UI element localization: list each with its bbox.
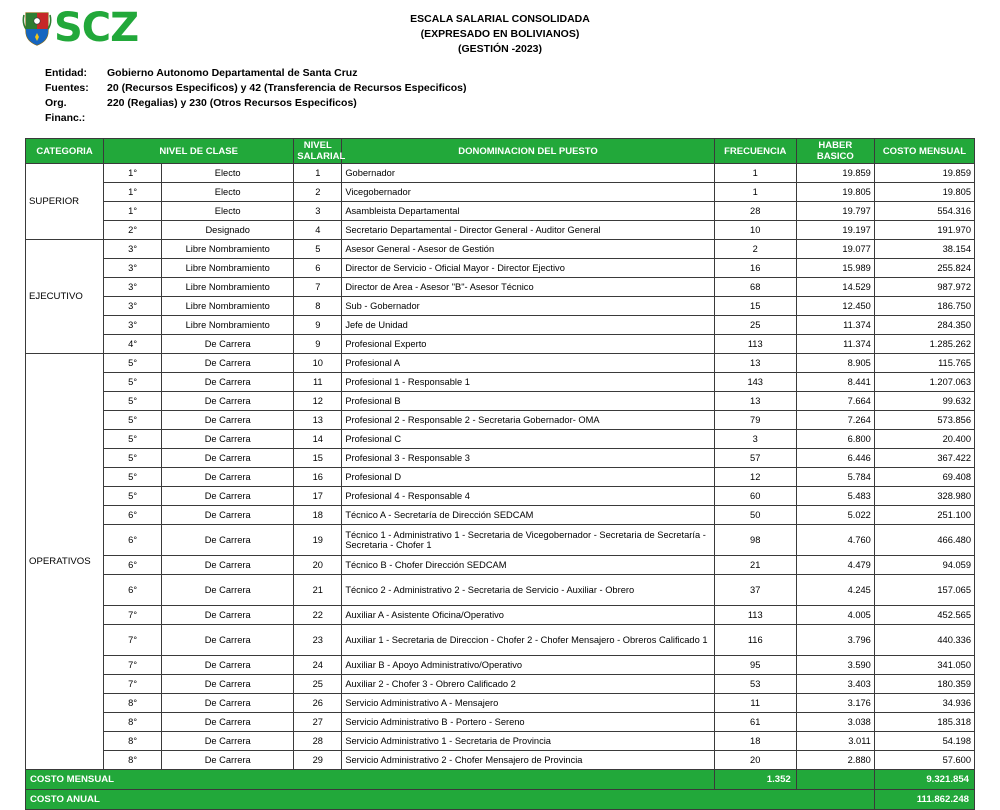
class-cell: Libre Nombramiento [162, 278, 294, 297]
salary-level-cell: 10 [294, 354, 342, 373]
table-row [26, 506, 975, 525]
grade-cell: 7° [104, 675, 162, 694]
table-row [26, 278, 975, 297]
class-cell: De Carrera [162, 335, 294, 354]
base-salary-cell: 2.880 [796, 751, 874, 770]
table-row [26, 575, 975, 606]
position-cell: Servicio Administrativo 1 - Secretaria de Provincia [342, 732, 714, 751]
entity-info [45, 66, 1000, 126]
info-label-fuentes: Fuentes: [45, 82, 89, 94]
base-salary-cell: 5.483 [796, 487, 874, 506]
grade-cell: 1° [104, 202, 162, 221]
table-row [26, 297, 975, 316]
frequency-cell: 95 [714, 656, 796, 675]
frequency-cell: 13 [714, 392, 796, 411]
monthly-cost-cell: 54.198 [874, 732, 974, 751]
salary-level-cell: 23 [294, 625, 342, 656]
class-cell: De Carrera [162, 430, 294, 449]
grade-cell: 4° [104, 335, 162, 354]
table-row [26, 556, 975, 575]
salary-level-cell: 16 [294, 468, 342, 487]
grade-cell: 5° [104, 449, 162, 468]
th-nivel-salarial: NIVEL SALARIAL [294, 139, 342, 164]
salary-level-cell: 27 [294, 713, 342, 732]
frequency-cell: 21 [714, 556, 796, 575]
frequency-cell: 15 [714, 297, 796, 316]
position-cell: Jefe de Unidad [342, 316, 714, 335]
base-salary-cell: 3.403 [796, 675, 874, 694]
total-annual-label: COSTO ANUAL [26, 790, 875, 810]
position-cell: Profesional D [342, 468, 714, 487]
info-row-org-financ [45, 96, 1000, 126]
class-cell: De Carrera [162, 354, 294, 373]
position-cell: Profesional C [342, 430, 714, 449]
position-cell: Profesional 2 - Responsable 2 - Secretaria Gobernador- OMA [342, 411, 714, 430]
table-row [26, 411, 975, 430]
frequency-cell: 57 [714, 449, 796, 468]
base-salary-cell: 19.805 [796, 183, 874, 202]
category-cell: EJECUTIVO [26, 240, 104, 354]
monthly-cost-cell: 94.059 [874, 556, 974, 575]
table-row [26, 468, 975, 487]
class-cell: Libre Nombramiento [162, 259, 294, 278]
table-row [26, 713, 975, 732]
table-row [26, 354, 975, 373]
frequency-cell: 18 [714, 732, 796, 751]
grade-cell: 6° [104, 506, 162, 525]
frequency-cell: 113 [714, 335, 796, 354]
info-row-entidad [45, 66, 1000, 81]
monthly-cost-cell: 19.805 [874, 183, 974, 202]
frequency-cell: 68 [714, 278, 796, 297]
class-cell: Electo [162, 183, 294, 202]
info-value-org-financ: 220 (Regalias) y 230 (Otros Recursos Especificos) [107, 97, 357, 109]
category-cell: SUPERIOR [26, 164, 104, 240]
position-cell: Secretario Departamental - Director General - Auditor General [342, 221, 714, 240]
table-row [26, 525, 975, 556]
monthly-cost-cell: 34.936 [874, 694, 974, 713]
position-cell: Técnico B - Chofer Dirección SEDCAM [342, 556, 714, 575]
grade-cell: 3° [104, 316, 162, 335]
monthly-cost-cell: 328.980 [874, 487, 974, 506]
total-annual-value: 111.862.248 [874, 790, 974, 810]
monthly-cost-cell: 185.318 [874, 713, 974, 732]
monthly-cost-cell: 573.856 [874, 411, 974, 430]
grade-cell: 7° [104, 606, 162, 625]
base-salary-cell: 5.784 [796, 468, 874, 487]
grade-cell: 6° [104, 556, 162, 575]
position-cell: Gobernador [342, 164, 714, 183]
salary-level-cell: 8 [294, 297, 342, 316]
frequency-cell: 1 [714, 183, 796, 202]
frequency-cell: 61 [714, 713, 796, 732]
position-cell: Técnico 2 - Administrativo 2 - Secretaria de Servicio - Auxiliar - Obrero [342, 575, 714, 606]
grade-cell: 6° [104, 525, 162, 556]
salary-level-cell: 22 [294, 606, 342, 625]
base-salary-cell: 3.590 [796, 656, 874, 675]
table-row [26, 606, 975, 625]
position-cell: Auxiliar A - Asistente Oficina/Operativo [342, 606, 714, 625]
salary-level-cell: 28 [294, 732, 342, 751]
class-cell: Libre Nombramiento [162, 240, 294, 259]
table-row [26, 259, 975, 278]
base-salary-cell: 19.859 [796, 164, 874, 183]
frequency-cell: 28 [714, 202, 796, 221]
position-cell: Técnico A - Secretaría de Dirección SEDCAM [342, 506, 714, 525]
monthly-cost-cell: 284.350 [874, 316, 974, 335]
monthly-cost-cell: 1.207.063 [874, 373, 974, 392]
base-salary-cell: 11.374 [796, 335, 874, 354]
total-monthly-value: 9.321.854 [874, 770, 974, 790]
frequency-cell: 10 [714, 221, 796, 240]
class-cell: De Carrera [162, 656, 294, 675]
salary-table-footer [26, 770, 975, 810]
table-row [26, 316, 975, 335]
table-row [26, 164, 975, 183]
base-salary-cell: 19.077 [796, 240, 874, 259]
class-cell: De Carrera [162, 732, 294, 751]
salary-level-cell: 20 [294, 556, 342, 575]
salary-level-cell: 13 [294, 411, 342, 430]
position-cell: Servicio Administrativo B - Portero - Sereno [342, 713, 714, 732]
grade-cell: 5° [104, 468, 162, 487]
th-denominacion-puesto: DONOMINACION DEL PUESTO [342, 139, 714, 164]
monthly-cost-cell: 452.565 [874, 606, 974, 625]
total-monthly-row [26, 770, 975, 790]
class-cell: Electo [162, 164, 294, 183]
total-monthly-frequency: 1.352 [714, 770, 796, 790]
base-salary-cell: 4.479 [796, 556, 874, 575]
grade-cell: 8° [104, 713, 162, 732]
position-cell: Asesor General - Asesor de Gestión [342, 240, 714, 259]
frequency-cell: 13 [714, 354, 796, 373]
position-cell: Auxiliar 2 - Chofer 3 - Obrero Calificado 2 [342, 675, 714, 694]
salary-table-wrapper [25, 138, 975, 810]
grade-cell: 3° [104, 278, 162, 297]
grade-cell: 2° [104, 221, 162, 240]
class-cell: De Carrera [162, 751, 294, 770]
frequency-cell: 116 [714, 625, 796, 656]
position-cell: Servicio Administrativo A - Mensajero [342, 694, 714, 713]
base-salary-cell: 3.796 [796, 625, 874, 656]
frequency-cell: 37 [714, 575, 796, 606]
salary-level-cell: 18 [294, 506, 342, 525]
grade-cell: 5° [104, 373, 162, 392]
salary-level-cell: 11 [294, 373, 342, 392]
position-cell: Profesional Experto [342, 335, 714, 354]
monthly-cost-cell: 367.422 [874, 449, 974, 468]
info-value-fuentes: 20 (Recursos Especificos) y 42 (Transferencia de Recursos Especificos) [107, 82, 467, 94]
class-cell: De Carrera [162, 625, 294, 656]
grade-cell: 3° [104, 297, 162, 316]
monthly-cost-cell: 69.408 [874, 468, 974, 487]
position-cell: Vicegobernador [342, 183, 714, 202]
table-row [26, 675, 975, 694]
base-salary-cell: 8.441 [796, 373, 874, 392]
monthly-cost-cell: 19.859 [874, 164, 974, 183]
frequency-cell: 20 [714, 751, 796, 770]
frequency-cell: 12 [714, 468, 796, 487]
table-row [26, 694, 975, 713]
class-cell: De Carrera [162, 606, 294, 625]
salary-level-cell: 2 [294, 183, 342, 202]
base-salary-cell: 4.760 [796, 525, 874, 556]
frequency-cell: 2 [714, 240, 796, 259]
salary-level-cell: 12 [294, 392, 342, 411]
salary-level-cell: 24 [294, 656, 342, 675]
frequency-cell: 60 [714, 487, 796, 506]
class-cell: De Carrera [162, 575, 294, 606]
total-annual-row [26, 790, 975, 810]
grade-cell: 5° [104, 487, 162, 506]
monthly-cost-cell: 1.285.262 [874, 335, 974, 354]
table-row [26, 449, 975, 468]
base-salary-cell: 4.245 [796, 575, 874, 606]
frequency-cell: 53 [714, 675, 796, 694]
monthly-cost-cell: 99.632 [874, 392, 974, 411]
frequency-cell: 16 [714, 259, 796, 278]
class-cell: De Carrera [162, 694, 294, 713]
monthly-cost-cell: 191.970 [874, 221, 974, 240]
base-salary-cell: 5.022 [796, 506, 874, 525]
salary-level-cell: 17 [294, 487, 342, 506]
grade-cell: 6° [104, 575, 162, 606]
document-title-line1: ESCALA SALARIAL CONSOLIDADA [410, 13, 590, 25]
grade-cell: 5° [104, 411, 162, 430]
monthly-cost-cell: 180.359 [874, 675, 974, 694]
salary-level-cell: 3 [294, 202, 342, 221]
table-row [26, 183, 975, 202]
document-header [0, 0, 1000, 60]
salary-level-cell: 1 [294, 164, 342, 183]
monthly-cost-cell: 38.154 [874, 240, 974, 259]
class-cell: De Carrera [162, 392, 294, 411]
info-value-entidad: Gobierno Autonomo Departamental de Santa Cruz [107, 67, 358, 79]
monthly-cost-cell: 341.050 [874, 656, 974, 675]
frequency-cell: 3 [714, 430, 796, 449]
frequency-cell: 79 [714, 411, 796, 430]
table-row [26, 732, 975, 751]
table-row [26, 221, 975, 240]
table-header-row [26, 139, 975, 164]
class-cell: De Carrera [162, 373, 294, 392]
table-row [26, 487, 975, 506]
position-cell: Profesional 1 - Responsable 1 [342, 373, 714, 392]
info-row-fuentes [45, 81, 1000, 96]
title-block [0, 12, 1000, 57]
table-row [26, 335, 975, 354]
document-title-line3: (GESTIÓN -2023) [457, 43, 543, 55]
salary-level-cell: 5 [294, 240, 342, 259]
monthly-cost-cell: 157.065 [874, 575, 974, 606]
monthly-cost-cell: 115.765 [874, 354, 974, 373]
position-cell: Profesional B [342, 392, 714, 411]
monthly-cost-cell: 440.336 [874, 625, 974, 656]
grade-cell: 1° [104, 183, 162, 202]
frequency-cell: 25 [714, 316, 796, 335]
base-salary-cell: 8.905 [796, 354, 874, 373]
salary-level-cell: 15 [294, 449, 342, 468]
salary-level-cell: 4 [294, 221, 342, 240]
th-haber-basico: HABER BASICO [796, 139, 874, 164]
class-cell: De Carrera [162, 675, 294, 694]
position-cell: Director de Servicio - Oficial Mayor - Director Ejectivo [342, 259, 714, 278]
grade-cell: 8° [104, 751, 162, 770]
class-cell: De Carrera [162, 713, 294, 732]
info-label-org-financ: Org. Financ.: [45, 97, 86, 124]
monthly-cost-cell: 20.400 [874, 430, 974, 449]
table-row [26, 656, 975, 675]
table-row [26, 625, 975, 656]
monthly-cost-cell: 255.824 [874, 259, 974, 278]
base-salary-cell: 19.197 [796, 221, 874, 240]
base-salary-cell: 14.529 [796, 278, 874, 297]
base-salary-cell: 15.989 [796, 259, 874, 278]
th-nivel-de-clase: NIVEL DE CLASE [104, 139, 294, 164]
frequency-cell: 113 [714, 606, 796, 625]
salary-level-cell: 26 [294, 694, 342, 713]
grade-cell: 5° [104, 354, 162, 373]
grade-cell: 5° [104, 430, 162, 449]
table-row [26, 240, 975, 259]
class-cell: Electo [162, 202, 294, 221]
monthly-cost-cell: 987.972 [874, 278, 974, 297]
table-row [26, 751, 975, 770]
table-row [26, 373, 975, 392]
salary-level-cell: 7 [294, 278, 342, 297]
grade-cell: 7° [104, 656, 162, 675]
salary-level-cell: 14 [294, 430, 342, 449]
position-cell: Profesional 4 - Responsable 4 [342, 487, 714, 506]
salary-table [25, 138, 975, 810]
total-monthly-blank [796, 770, 874, 790]
frequency-cell: 98 [714, 525, 796, 556]
th-frecuencia: FRECUENCIA [714, 139, 796, 164]
monthly-cost-cell: 251.100 [874, 506, 974, 525]
table-row [26, 430, 975, 449]
salary-level-cell: 9 [294, 335, 342, 354]
class-cell: De Carrera [162, 525, 294, 556]
th-costo-mensual: COSTO MENSUAL [874, 139, 974, 164]
base-salary-cell: 4.005 [796, 606, 874, 625]
grade-cell: 8° [104, 732, 162, 751]
th-categoria: CATEGORIA [26, 139, 104, 164]
grade-cell: 7° [104, 625, 162, 656]
class-cell: De Carrera [162, 556, 294, 575]
base-salary-cell: 3.176 [796, 694, 874, 713]
base-salary-cell: 12.450 [796, 297, 874, 316]
class-cell: De Carrera [162, 411, 294, 430]
monthly-cost-cell: 57.600 [874, 751, 974, 770]
class-cell: De Carrera [162, 468, 294, 487]
frequency-cell: 143 [714, 373, 796, 392]
info-label-entidad: Entidad: [45, 67, 87, 79]
frequency-cell: 11 [714, 694, 796, 713]
salary-level-cell: 21 [294, 575, 342, 606]
grade-cell: 1° [104, 164, 162, 183]
base-salary-cell: 11.374 [796, 316, 874, 335]
position-cell: Servicio Administrativo 2 - Chofer Mensajero de Provincia [342, 751, 714, 770]
class-cell: De Carrera [162, 506, 294, 525]
grade-cell: 3° [104, 259, 162, 278]
position-cell: Técnico 1 - Administrativo 1 - Secretaria de Vicegobernador - Secretaria de Secretaría - Secretaria - Chofer 1 [342, 525, 714, 556]
class-cell: Designado [162, 221, 294, 240]
base-salary-cell: 7.664 [796, 392, 874, 411]
position-cell: Sub - Gobernador [342, 297, 714, 316]
position-cell: Profesional A [342, 354, 714, 373]
position-cell: Profesional 3 - Responsable 3 [342, 449, 714, 468]
base-salary-cell: 3.011 [796, 732, 874, 751]
position-cell: Auxiliar 1 - Secretaria de Direccion - Chofer 2 - Chofer Mensajero - Obreros Calificado 1 [342, 625, 714, 656]
salary-level-cell: 6 [294, 259, 342, 278]
salary-table-body [26, 164, 975, 770]
grade-cell: 5° [104, 392, 162, 411]
base-salary-cell: 6.800 [796, 430, 874, 449]
salary-level-cell: 25 [294, 675, 342, 694]
monthly-cost-cell: 186.750 [874, 297, 974, 316]
category-cell: OPERATIVOS [26, 354, 104, 770]
base-salary-cell: 19.797 [796, 202, 874, 221]
position-cell: Director de Area - Asesor "B"- Asesor Técnico [342, 278, 714, 297]
frequency-cell: 1 [714, 164, 796, 183]
total-monthly-label: COSTO MENSUAL [26, 770, 715, 790]
salary-level-cell: 29 [294, 751, 342, 770]
position-cell: Auxiliar B - Apoyo Administrativo/Operativo [342, 656, 714, 675]
base-salary-cell: 3.038 [796, 713, 874, 732]
table-row [26, 392, 975, 411]
grade-cell: 8° [104, 694, 162, 713]
class-cell: De Carrera [162, 449, 294, 468]
base-salary-cell: 7.264 [796, 411, 874, 430]
logo-text: SCZ [54, 5, 139, 51]
base-salary-cell: 6.446 [796, 449, 874, 468]
class-cell: De Carrera [162, 487, 294, 506]
class-cell: Libre Nombramiento [162, 316, 294, 335]
grade-cell: 3° [104, 240, 162, 259]
class-cell: Libre Nombramiento [162, 297, 294, 316]
document-title-line2: (EXPRESADO EN BOLIVIANOS) [420, 28, 580, 40]
table-row [26, 202, 975, 221]
salary-level-cell: 9 [294, 316, 342, 335]
position-cell: Asambleista Departamental [342, 202, 714, 221]
monthly-cost-cell: 554.316 [874, 202, 974, 221]
frequency-cell: 50 [714, 506, 796, 525]
monthly-cost-cell: 466.480 [874, 525, 974, 556]
salary-level-cell: 19 [294, 525, 342, 556]
